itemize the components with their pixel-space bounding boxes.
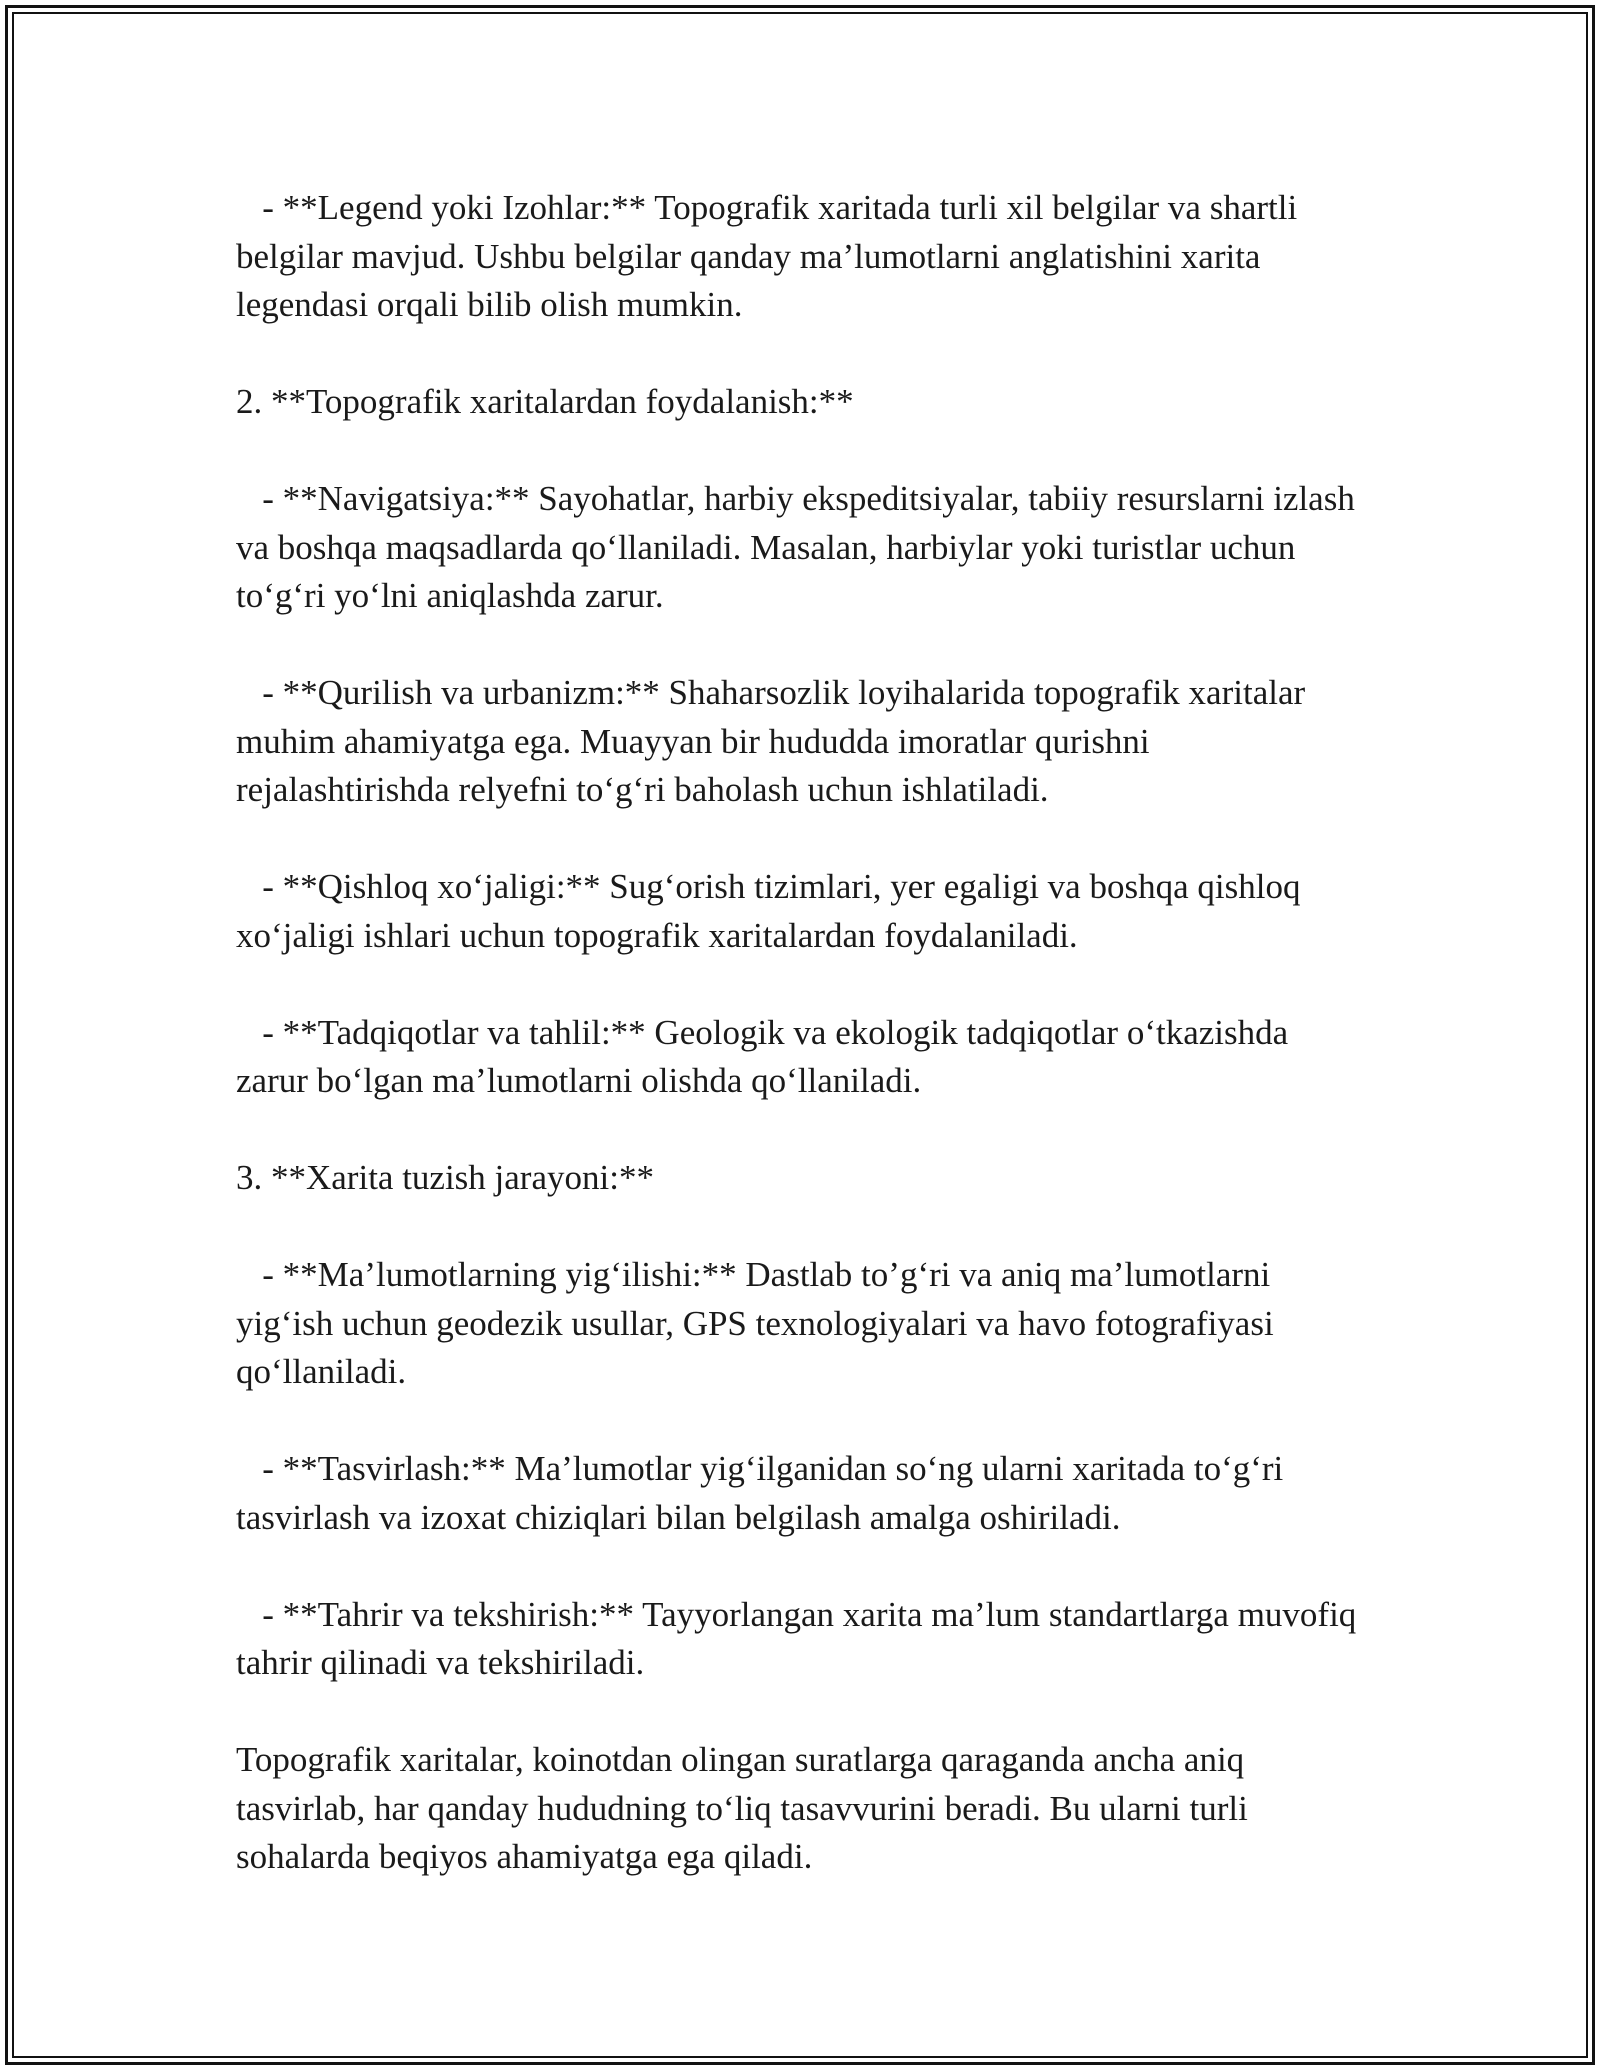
paragraph-data-collection: - **Ma’lumotlarning yig‘ilishi:** Dastlab to’g‘ri va aniq ma’lumotlarni yig‘ish uchun geodezik usullar, GPS texnologiyalari va havo fotografiyasi qo‘llaniladi. [236, 1255, 1283, 1391]
paragraph-navigation: - **Navigatsiya:** Sayohatlar, harbiy ekspeditsiyalar, tabiiy resurslarni izlash va boshqa maqsadlarda qo‘llaniladi. Masalan, harbiylar yoki turistlar uchun to‘g‘ri yo‘lni aniqlashda zarur. [236, 479, 1364, 615]
heading-usage: 2. **Topografik xaritalardan foydalanish:** [236, 382, 854, 421]
paragraph-depiction: - **Tasvirlash:** Ma’lumotlar yig‘ilganidan so‘ng ularni xaritada to‘g‘ri tasvirlash va izoxat chiziqlari bilan belgilash amalga oshiriladi. [236, 1449, 1293, 1537]
paragraph-agriculture: - **Qishloq xo‘jaligi:** Sug‘orish tizimlari, yer egaligi va boshqa qishloq xo‘jaligi ishlari uchun topografik xaritalardan foydalaniladi. [236, 867, 1310, 955]
paragraph-conclusion: Topografik xaritalar, koinotdan olingan suratlarga qaraganda ancha aniq tasvirlab, har qanday hududning to‘liq tasavvurini beradi. Bu ularni turli sohalarda beqiyos ahamiyatga ega qiladi. [236, 1740, 1257, 1876]
paragraph-legend: - **Legend yoki Izohlar:** Topografik xaritada turli xil belgilar va shartli belgilar mavjud. Ushbu belgilar qanday ma’lumotlarni anglatishini xarita legendasi orqali bilib olish mumkin. [236, 188, 1306, 324]
paragraph-construction: - **Qurilish va urbanizm:** Shaharsozlik loyihalarida topografik xaritalar muhim ahamiyatga ega. Muayyan bir hududda imoratlar qurishni rejalashtirishda relyefni to‘g‘ri baholash uchun ishlatiladi. [236, 673, 1314, 809]
paragraph-research: - **Tadqiqotlar va tahlil:** Geologik va ekologik tadqiqotlar o‘tkazishda zarur bo‘lgan ma’lumotlarni olishda qo‘llaniladi. [236, 1012, 1297, 1100]
heading-map-making: 3. **Xarita tuzish jarayoni:** [236, 1158, 654, 1197]
document-body [236, 184, 1366, 1882]
paragraph-editing: - **Tahrir va tekshirish:** Tayyorlangan xarita ma’lum standartlarga muvofiq tahrir qilinadi va tekshiriladi. [236, 1594, 1366, 1682]
